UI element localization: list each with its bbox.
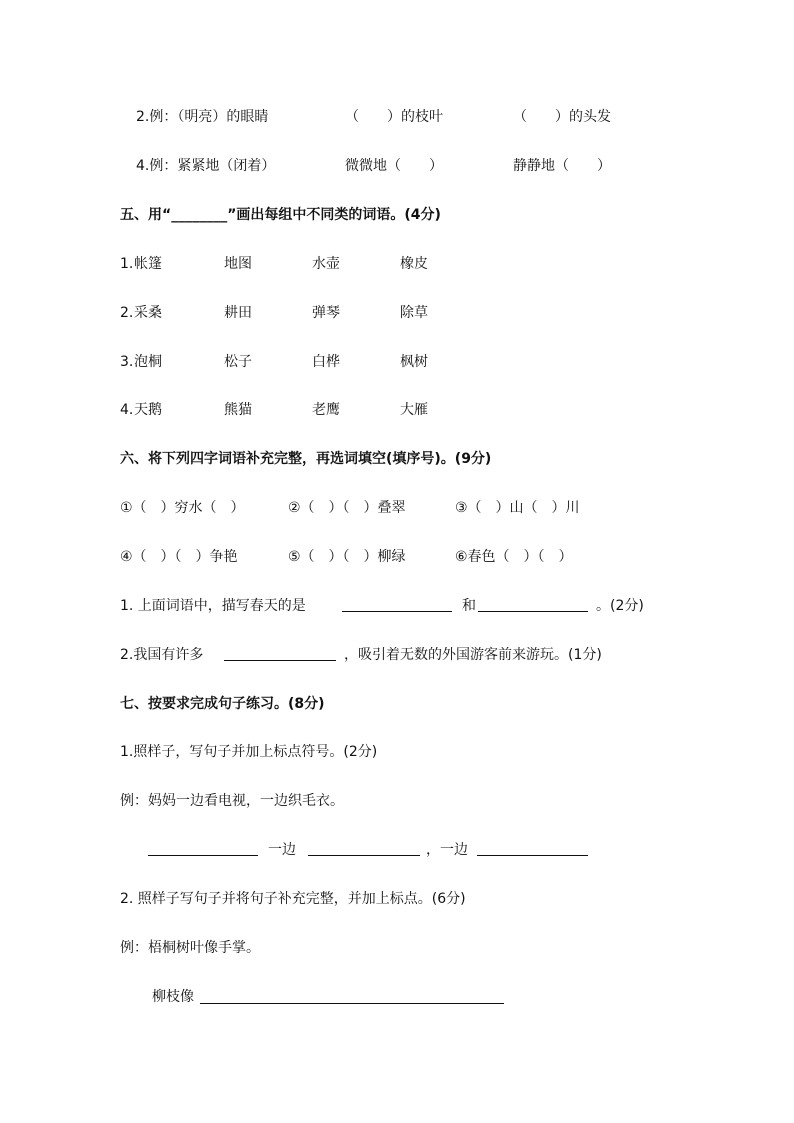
word: 白桦: [312, 354, 340, 370]
sec7-q1-blank-3[interactable]: [477, 855, 588, 856]
word: 天鹅: [134, 402, 162, 418]
sec4-item2-example: 2.例：（明亮）的眼睛: [136, 109, 269, 125]
sec7-q1-word-2: ，一边: [426, 842, 468, 858]
sec4-item2-blank-c: （ ）的头发: [513, 109, 611, 125]
sec6-q2-prefix: 2.我国有许多: [120, 647, 204, 663]
word: 除草: [400, 305, 428, 321]
sec7-q1-word-1: 一边: [268, 842, 296, 858]
idiom-1: ①（ ）穷水（ ）: [120, 500, 245, 516]
idiom-5: ⑤（ ）（ ）柳绿: [288, 549, 406, 565]
group-number: 4.: [120, 402, 134, 418]
section6-title: 六、将下列四字词语补充完整，再选词填空(填序号)。(9分): [120, 451, 492, 467]
sec6-q1-blank-2[interactable]: [478, 611, 588, 612]
word: 帐篷: [134, 256, 162, 272]
word: 大雁: [400, 402, 428, 418]
sec7-q1-prompt: 1.照样子，写句子并加上标点符号。(2分): [120, 744, 378, 760]
sec7-q1-blank-2[interactable]: [308, 855, 420, 856]
sec7-q2-example: 例：梧桐树叶像手掌。: [120, 940, 260, 956]
word: 熊猫: [224, 402, 252, 418]
sec7-q2-prompt: 2. 照样子写句子并将句子补充完整，并加上标点。(6分): [120, 891, 466, 907]
word: 弹琴: [312, 305, 340, 321]
sec6-q2-blank[interactable]: [224, 660, 336, 661]
sec7-q2-start: 柳枝像: [152, 989, 194, 1005]
sec7-q2-answer-line[interactable]: [200, 1003, 504, 1004]
section5-title: 五、用“________”画出每组中不同类的词语。(4分): [120, 207, 441, 223]
group-number: 3.: [120, 354, 134, 370]
word: 地图: [224, 256, 252, 272]
sec7-q1-blank-1[interactable]: [148, 855, 258, 856]
sec4-item4-example: 4.例：紧紧地（闭着）: [136, 158, 276, 174]
word: 枫树: [400, 354, 428, 370]
idiom-2: ②（ ）（ ）叠翠: [288, 500, 406, 516]
sec6-q1-mid: 和: [462, 598, 476, 614]
sec6-q1-suffix: 。(2分): [596, 598, 644, 614]
word: 橡皮: [400, 256, 428, 272]
group-number: 2.: [120, 305, 134, 321]
word: 水壶: [312, 256, 340, 272]
word: 松子: [224, 354, 252, 370]
idiom-3: ③（ ）山（ ）川: [455, 500, 580, 516]
section7-title: 七、按要求完成句子练习。(8分): [120, 696, 325, 712]
sec6-q1-prefix: 1. 上面词语中，描写春天的是: [120, 598, 306, 614]
sec7-q1-example: 例：妈妈一边看电视，一边织毛衣。: [120, 793, 344, 809]
idiom-4: ④（ ）（ ）争艳: [120, 549, 238, 565]
sec4-item4-blank-b: 微微地（ ）: [345, 158, 443, 174]
group-number: 1.: [120, 256, 134, 272]
word: 采桑: [134, 305, 162, 321]
sec4-item2-blank-b: （ ）的枝叶: [345, 109, 443, 125]
word: 泡桐: [134, 354, 162, 370]
idiom-6: ⑥春色（ ）（ ）: [455, 549, 573, 565]
word: 老鹰: [312, 402, 340, 418]
word: 耕田: [224, 305, 252, 321]
sec4-item4-blank-c: 静静地（ ）: [513, 158, 611, 174]
sec6-q1-blank-1[interactable]: [342, 611, 452, 612]
sec6-q2-suffix: ，吸引着无数的外国游客前来游玩。(1分): [344, 647, 602, 663]
